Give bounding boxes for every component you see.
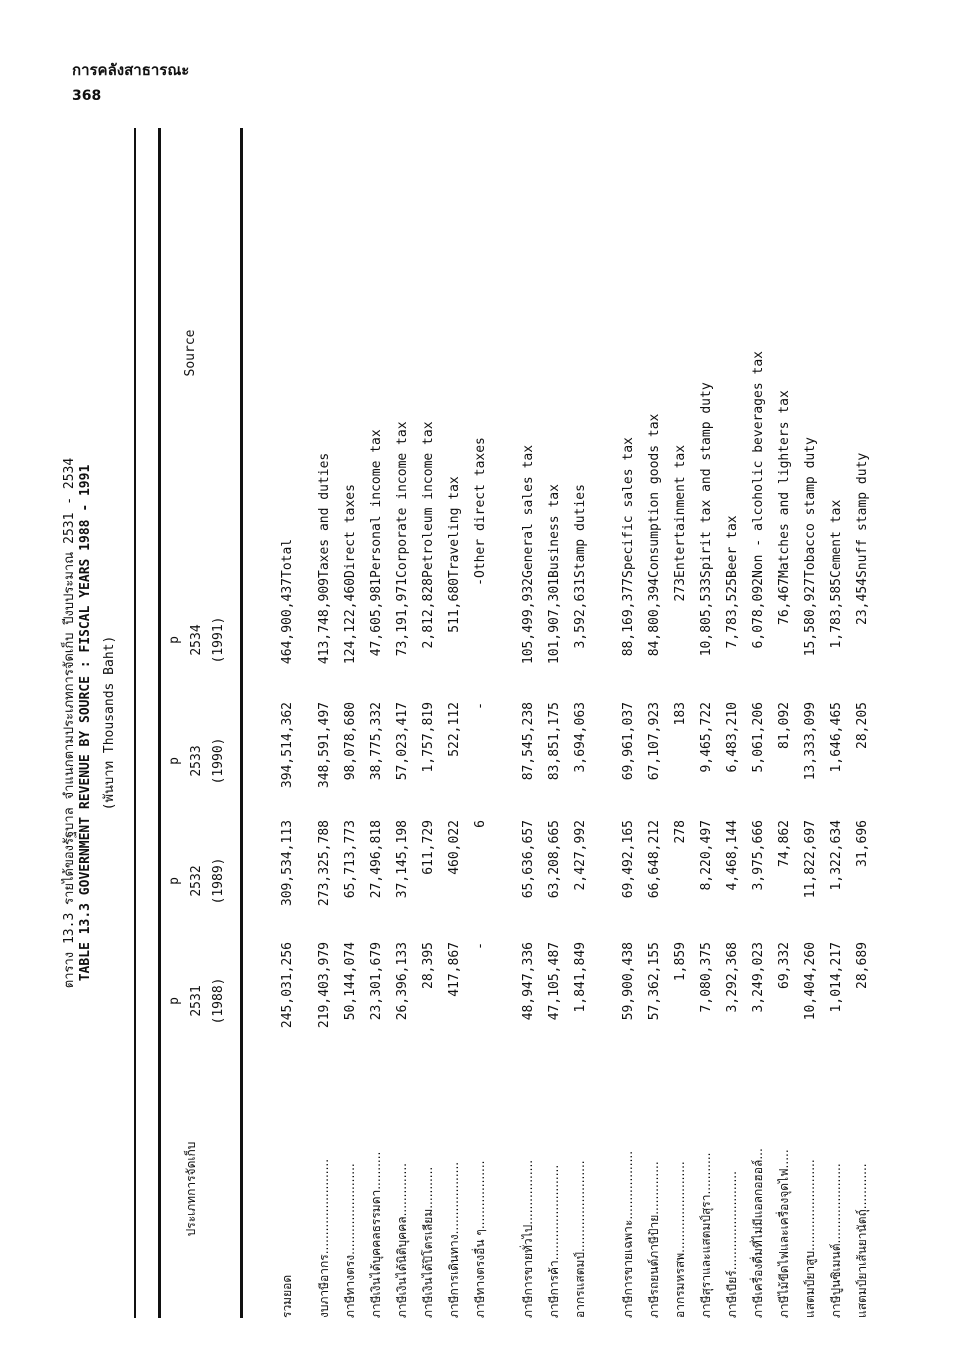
cell-value-3: 38,775,332 [368,702,384,781]
row-label-english: Non - alcoholic beverages tax [750,351,766,578]
cell-value-3: 1,757,819 [420,702,436,773]
row-label-thai: งบภาษีอากร......................... [316,1158,331,1318]
cell-value-4: 124,122,460 [342,578,358,665]
cell-value-3: 3,694,063 [572,702,588,773]
cell-value-4: 1,783,585 [828,578,844,649]
row-label-thai: ภาษีเงินได้ปิโตรเลียม........... [420,1166,435,1318]
col-header-en-year: (1989) [211,857,226,905]
row-label-english: Taxes and duties [316,452,332,578]
cell-value-1: 28,395 [420,942,436,989]
cell-value-1: 219,403,979 [316,942,332,1029]
row-label-thai: ภาษีการเดินทาง................... [446,1161,461,1318]
cell-value-1: 3,249,023 [750,942,766,1013]
cell-value-1: 10,404,260 [802,942,818,1021]
revenue-table [263,128,875,1318]
table-row [667,128,693,1318]
cell-value-3: 183 [672,702,688,726]
row-spacer [593,128,615,1318]
cell-value-3: 69,961,037 [620,702,636,781]
cell-value-4: 7,783,525 [724,578,740,649]
row-label-thai: อากรแสตมป์........................ [572,1160,587,1318]
page-number: 368 [72,88,102,104]
cell-value-1: 59,900,438 [620,942,636,1021]
cell-value-3: 522,112 [446,702,462,757]
cell-value-2: 309,534,113 [279,820,295,907]
row-label-thai: ภาษีปูนซิเมนต์..................... [828,1163,843,1318]
cell-value-1: 417,867 [446,942,462,997]
table-row [745,128,771,1318]
row-label-thai: อากรมหรสพ........................ [672,1161,687,1318]
cell-value-2: 3,975,666 [750,820,766,891]
cell-value-4: 464,900,437 [279,578,295,665]
col-header-p: p [167,877,182,885]
row-label-thai: ภาษีเครื่องดื่มที่ไม่มีแอลกอฮอล์... [750,1148,765,1318]
row-label-english: Entertainment tax [672,444,688,578]
cell-value-3: 87,545,238 [520,702,536,781]
cell-value-4: 3,592,631 [572,578,588,649]
cell-value-4: - [472,578,488,586]
table-row [849,128,875,1318]
col-header-p: p [167,636,182,644]
cell-value-4: 273 [672,578,688,602]
cell-value-4: 105,499,932 [520,578,536,665]
cell-value-3: 9,465,722 [698,702,714,773]
col-header-thai-year: 2532 [189,865,204,897]
cell-value-2: 31,696 [854,820,870,867]
row-label-thai: แสตมป์ยาเส้นยานัตถุ์............ [854,1163,869,1318]
cell-value-4: 101,907,301 [546,578,562,665]
cell-value-1: 50,144,074 [342,942,358,1021]
row-label-english: Tobacco stamp duty [802,437,818,578]
col-header-thai-year: 2533 [189,745,204,777]
row-label-thai: ภาษีเงินได้นิติบุคคล.............. [394,1163,409,1318]
row-spacer [493,128,515,1318]
col-header-p: p [167,757,182,765]
row-label-thai: ภาษีทางตรง........................ [342,1163,357,1318]
row-label-english: Cement tax [828,499,844,578]
table-row [467,128,493,1318]
cell-value-4: 10,805,533 [698,578,714,657]
col-header-year-1 [164,942,230,1060]
cell-value-2: 278 [672,820,688,844]
row-label-thai: ภาษีรถยนต์ภาษีป้าย.............. [646,1161,661,1318]
table-row [415,128,441,1318]
total-row [263,128,311,1318]
cell-value-3: 57,023,417 [394,702,410,781]
cell-value-4: 84,800,394 [646,578,662,657]
row-label-english: Beer tax [724,515,740,578]
cell-value-3: 83,851,175 [546,702,562,781]
row-label-thai: ภาษีการขายทั่วไป................. [520,1159,535,1318]
table-row [823,128,849,1318]
cell-value-1: 1,859 [672,942,688,982]
cell-value-2: 4,468,144 [724,820,740,891]
cell-value-4: 23,454 [854,578,870,625]
table-title-thai: ตาราง 13.3 รายได้ของรัฐบาล จำแนกตามประเภทการจัดเก็บ ปีงบประมาณ 2531 - 2534 [62,457,77,989]
cell-value-2: 74,862 [776,820,792,867]
row-label-thai: ภาษีการค้า......................... [546,1164,561,1318]
cell-value-1: 28,689 [854,942,870,989]
cell-value-4: 15,580,927 [802,578,818,657]
cell-value-2: 11,822,697 [802,820,818,899]
cell-value-3: 394,514,362 [279,702,295,789]
cell-value-3: 6,483,210 [724,702,740,773]
table-title-english: TABLE 13.3 GOVERNMENT REVENUE BY SOURCE : FISCAL YEARS 1988 - 1991 [78,464,93,982]
cell-value-4: 88,169,377 [620,578,636,657]
row-label-english: Snuff stamp duty [854,452,870,578]
cell-value-1: 26,396,133 [394,942,410,1021]
col-header-year-2 [164,820,230,942]
row-label-english: Traveling tax [446,476,462,578]
cell-value-4: 511,680 [446,578,462,633]
cell-value-3: 28,205 [854,702,870,749]
cell-value-2: 37,145,198 [394,820,410,899]
row-label-english: Other direct taxes [472,437,488,578]
cell-value-3: 13,333,099 [802,702,818,781]
col-header-thai-year: 2534 [189,624,204,656]
table-row [567,128,593,1318]
cell-value-2: 8,220,497 [698,820,714,891]
cell-value-1: - [472,942,488,950]
cell-value-1: 3,292,368 [724,942,740,1013]
cell-value-1: 245,031,256 [279,942,295,1029]
cell-value-4: 76,467 [776,578,792,625]
cell-value-2: 27,496,818 [368,820,384,899]
cell-value-2: 460,022 [446,820,462,875]
cell-value-2: 65,713,773 [342,820,358,899]
cell-value-2: 611,729 [420,820,436,875]
cell-value-4: 2,812,828 [420,578,436,649]
row-label-english: Consumption goods tax [646,413,662,578]
cell-value-2: 63,208,665 [546,820,562,899]
table-row [615,128,641,1318]
cell-value-3: 1,646,465 [828,702,844,773]
row-label-english: Specific sales tax [620,437,636,578]
table-row [693,128,719,1318]
cell-value-3: 5,061,206 [750,702,766,773]
cell-value-2: 273,325,788 [316,820,332,907]
col-header-en-year: (1991) [211,616,226,664]
row-label-english: Direct taxes [342,484,358,578]
col-header-en-year: (1990) [211,737,226,785]
col-header-year-4 [164,578,230,702]
rotated-table-block [58,128,888,1318]
cell-value-1: 7,080,375 [698,942,714,1013]
header-bottom-rule [240,128,243,1318]
cell-value-2: 65,636,657 [520,820,536,899]
cell-value-2: 1,322,634 [828,820,844,891]
cell-value-1: 23,301,679 [368,942,384,1021]
cell-value-3: 348,591,497 [316,702,332,789]
col-header-p: p [167,997,182,1005]
table-row [389,128,415,1318]
cell-value-2: 66,648,212 [646,820,662,899]
cell-value-2: 2,427,992 [572,820,588,891]
row-label-thai: แสตมป์ยาสูบ........................ [802,1159,817,1318]
row-label-thai: ภาษีสุราและแสตมป์สุรา........... [698,1152,713,1318]
cell-value-4: 73,191,971 [394,578,410,657]
row-label-english: Corporate income tax [394,421,410,578]
row-label-english: Business tax [546,484,562,578]
table-row [541,128,567,1318]
row-label-english: Total [279,538,295,578]
cell-value-4: 413,748,909 [316,578,332,665]
col-header-thai-year: 2531 [189,985,204,1017]
table-row [311,128,337,1318]
table-row [363,128,389,1318]
row-label-english: Personal income tax [368,429,384,578]
cell-value-1: 57,362,155 [646,942,662,1021]
table-row [641,128,667,1318]
col-header-thai: ประเภทการจัดเก็บ [184,1141,198,1237]
cell-value-1: 48,947,336 [520,942,536,1021]
row-label-english: Stamp duties [572,484,588,578]
table-row [441,128,467,1318]
row-label-thai: ภาษีการขายเฉพาะ.................. [620,1150,635,1318]
row-label-thai: รวมยอด [279,1274,294,1318]
cell-value-2: 69,492,165 [620,820,636,899]
table-row [515,128,541,1318]
cell-value-1: 1,014,217 [828,942,844,1013]
cell-value-1: 69,332 [776,942,792,989]
row-label-thai: ภาษีเงินได้บุคคลธรรมดา.......... [368,1151,383,1318]
cell-value-3: - [472,702,488,710]
cell-value-4: 6,078,092 [750,578,766,649]
cell-value-3: 81,092 [776,702,792,749]
top-rule [134,128,136,1318]
row-label-thai: ภาษีไม้ขีดไฟและเครื่องจุดไฟ..... [776,1149,791,1318]
cell-value-4: 47,605,981 [368,578,384,657]
row-label-english: Petroleum income tax [420,421,436,578]
cell-value-2: 6 [472,820,488,828]
table-row [797,128,823,1318]
row-label-thai: ภาษีเบียร์.......................... [724,1171,739,1318]
col-header-year-3 [164,702,230,820]
row-label-english: Matches and lighters tax [776,390,792,578]
table-unit: (พันบาท Thousands Baht) [102,635,117,811]
cell-value-1: 1,841,849 [572,942,588,1013]
table-row [337,128,363,1318]
row-label-thai: ภาษีทางตรงอื่น ๆ.................. [472,1160,487,1318]
row-label-english: General sales tax [520,444,536,578]
row-label-english: Spirit tax and stamp duty [698,382,714,578]
top-rule-thick [158,128,161,1318]
col-header-en-year: (1988) [211,977,226,1025]
cell-value-1: 47,105,487 [546,942,562,1021]
cell-value-3: 98,078,680 [342,702,358,781]
table-row [771,128,797,1318]
col-header-source: Source [183,329,198,377]
running-header-title: การคลังสาธารณะ [72,61,190,79]
table-row [719,128,745,1318]
cell-value-3: 67,107,923 [646,702,662,781]
